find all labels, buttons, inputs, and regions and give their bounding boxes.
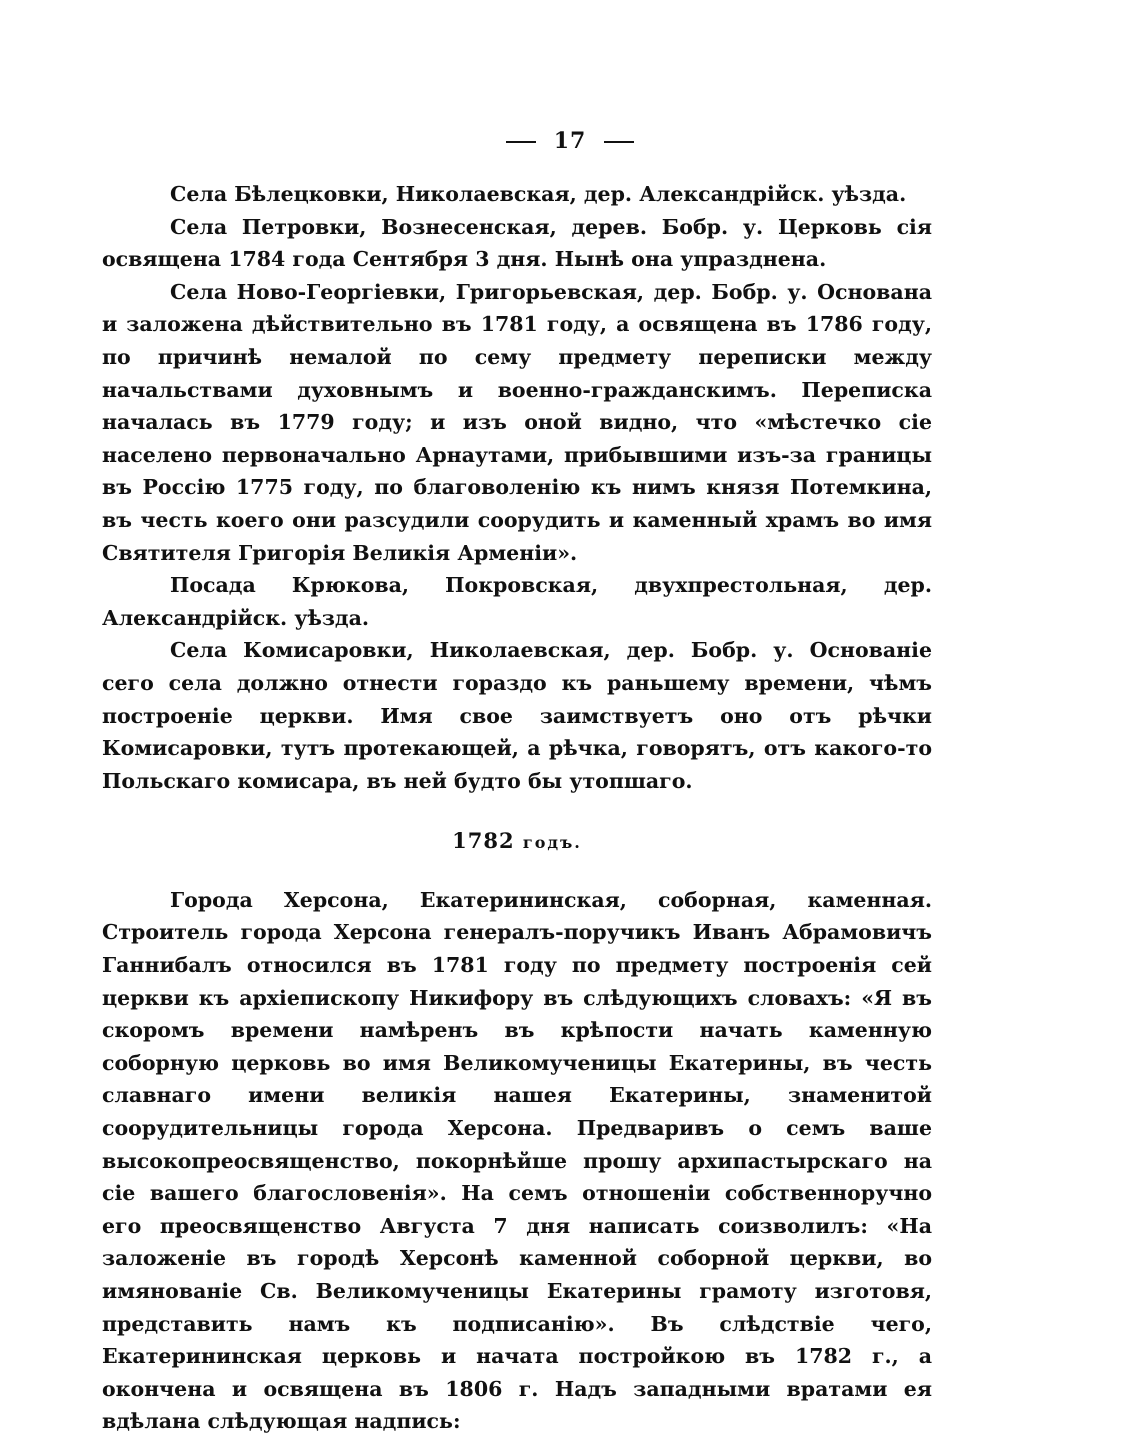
paragraph: Села Ново-Георгіевки, Григорьевская, дер. Бобр. у. Основана и заложена дѣйствительно въ 1781 году, а освящена въ 1786 году, по причинѣ немалой по сему предмету переписки между начальствами духовнымъ и военно-гражданскимъ. Переписка началась въ 1779 году; и изъ оной видно, что «мѣстечко сіе населено первоначально Арнаутами, прибывшими изъ-за границы въ Россію 1775 году, по благоволенію къ нимъ князя Потемкина, въ честь коего они разсудили соорудить и каменный храмъ во имя Святителя Григорія Великія Арменіи». [102,279,932,565]
header-dash-left [506,141,536,143]
header-dash-right [604,141,634,143]
paragraph: Села Петровки, Вознесенская, дерев. Бобр. у. Церковь сія освящена 1784 года Сентября 3 дня. Нынѣ она упразднена. [102,214,932,272]
page-number: 17 [553,128,587,154]
paragraph: Посада Крюкова, Покровская, двухпрестольная, дер. Александрійск. уѣзда. [102,573,932,630]
body-text [102,178,932,1438]
page-number-header [0,128,1140,154]
paragraph: Села Бѣлецковки, Николаевская, дер. Александрійск. уѣзда. [170,182,907,206]
paragraph: Города Херсона, Екатерининская, соборная, каменная. Строитель города Херсона генералъ-поручикъ Иванъ Абрамовичъ Ганнибалъ относился въ 1781 году по предмету построенія сей церкви къ архіепископу Никифору въ слѣдующихъ словахъ: «Я въ скоромъ времени намѣренъ въ крѣпости начать каменную соборную церковь во имя Великомученицы Екатерины, въ честь славнаго имени великія нашея Екатерины, знаменитой соорудительницы города Херсона. Предваривъ о семъ ваше высокопреосвященство, покорнѣйше прошу архипастырскаго на сіе вашего благословенія». На семъ отношеніи собственноручно его преосвященство Августа 7 дня написать соизволилъ: «На заложеніе въ городѣ Херсонѣ каменной соборной церкви, во имянованіе Св. Великомученицы Екатерины грамоту изготовя, представить намъ къ подписанію». Въ слѣдствіе чего, Екатерининская церковь и начата постройкою въ 1782 г., а окончена и освящена въ 1806 г. Надъ западными вратами ея вдѣлана слѣдующая надпись: [102,887,932,1434]
section-heading [102,825,932,860]
section-year: 1782 [452,828,515,854]
section-label: годъ. [522,833,582,853]
paragraph: Села Комисаровки, Николаевская, дер. Бобр. у. Основаніе сего села должно отнести гораздо къ раньшему времени, чѣмъ построеніе церкви. Имя свое заимствуетъ оно отъ рѣчки Комисаровки, тутъ протекающей, а рѣчка, говорятъ, отъ какого-то Польскаго комисара, въ ней будто бы утопшаго. [102,638,932,793]
